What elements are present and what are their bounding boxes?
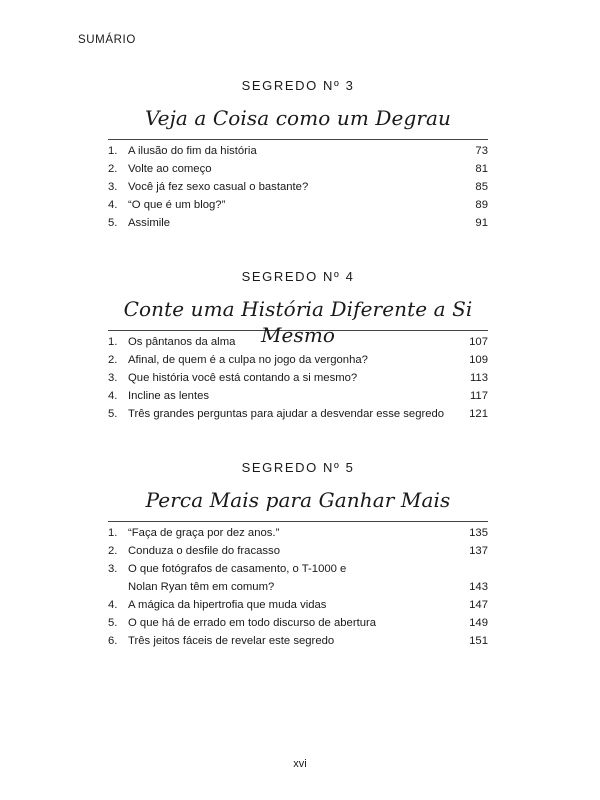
entry-title-line: Nolan Ryan têm em comum? <box>128 581 275 593</box>
toc-entries <box>108 333 488 423</box>
toc-entry[interactable] <box>108 614 488 632</box>
entry-title <box>128 524 448 542</box>
entry-number: 2. <box>108 163 118 175</box>
section-divider <box>108 139 488 140</box>
entry-number: 3. <box>108 181 118 193</box>
section-label: SEGREDO Nº 5 <box>241 460 355 475</box>
table-of-contents <box>108 78 488 687</box>
entry-title <box>128 614 448 632</box>
page-number: xvi <box>293 758 307 770</box>
entry-page-number: 81 <box>475 163 488 175</box>
entry-page-number: 149 <box>469 617 488 629</box>
entry-number: 3. <box>108 563 118 575</box>
entry-page-number: 121 <box>469 408 488 420</box>
entry-number: 1. <box>108 336 118 348</box>
toc-entry[interactable] <box>108 524 488 542</box>
section-label: SEGREDO Nº 3 <box>241 78 355 93</box>
entry-page-number: 143 <box>469 581 488 593</box>
toc-entry[interactable] <box>108 160 488 178</box>
entry-page-number: 135 <box>469 527 488 539</box>
toc-entry[interactable] <box>108 214 488 232</box>
entry-title-line: Afinal, de quem é a culpa no jogo da vergonha? <box>128 354 368 366</box>
toc-section <box>108 269 488 423</box>
toc-section <box>108 460 488 650</box>
entry-title <box>128 333 448 351</box>
entry-title <box>128 351 448 369</box>
entry-page-number: 109 <box>469 354 488 366</box>
toc-entry[interactable] <box>108 333 488 351</box>
entry-title <box>128 196 448 214</box>
entry-number: 5. <box>108 408 118 420</box>
entry-page-number: 89 <box>475 199 488 211</box>
entry-page-number: 107 <box>469 336 488 348</box>
section-divider <box>108 521 488 522</box>
entry-title <box>128 387 448 405</box>
entry-title-line: Três jeitos fáceis de revelar este segredo <box>128 635 335 647</box>
toc-entry[interactable] <box>108 142 488 160</box>
running-head: SUMÁRIO <box>78 34 136 46</box>
entry-number: 4. <box>108 199 118 211</box>
entry-title-line: Você já fez sexo casual o bastante? <box>128 181 309 193</box>
entry-title-line: Os pântanos da alma <box>128 336 236 348</box>
entry-number: 5. <box>108 617 118 629</box>
entry-title <box>128 160 448 178</box>
entry-number: 2. <box>108 545 118 557</box>
entry-number: 1. <box>108 145 118 157</box>
entry-title <box>128 632 448 650</box>
toc-entry[interactable] <box>108 178 488 196</box>
entry-title <box>128 405 448 423</box>
entry-title <box>128 214 448 232</box>
section-title: Perca Mais para Ganhar Mais <box>145 488 451 512</box>
entry-title-line: O que fotógrafos de casamento, o T-1000 e <box>128 563 347 575</box>
entry-title-line: O que há de errado em todo discurso de abertura <box>128 617 377 629</box>
toc-entry[interactable] <box>108 196 488 214</box>
entry-title <box>128 560 448 596</box>
toc-entry[interactable] <box>108 351 488 369</box>
toc-entries <box>108 142 488 232</box>
section-label: SEGREDO Nº 4 <box>241 269 355 284</box>
entry-title-line: Incline as lentes <box>128 390 210 402</box>
section-title: Veja a Coisa como um Degrau <box>144 106 452 130</box>
entry-title <box>128 369 448 387</box>
entry-title-line: “Faça de graça por dez anos.” <box>128 527 280 539</box>
entry-number: 2. <box>108 354 118 366</box>
entry-page-number: 147 <box>469 599 488 611</box>
toc-entry[interactable] <box>108 632 488 650</box>
entry-title-line: A ilusão do fim da história <box>128 145 257 157</box>
entry-title-line: Volte ao começo <box>128 163 212 175</box>
entry-title-line: “O que é um blog?” <box>128 199 226 211</box>
entry-page-number: 117 <box>469 390 488 402</box>
toc-entry[interactable] <box>108 542 488 560</box>
toc-entry[interactable] <box>108 596 488 614</box>
entry-title <box>128 596 448 614</box>
entry-page-number: 91 <box>475 217 488 229</box>
toc-entry[interactable] <box>108 387 488 405</box>
entry-title-line: A mágica da hipertrofia que muda vidas <box>128 599 327 611</box>
section-title: Conte uma História Diferente a Si Mesmo <box>123 297 473 347</box>
entry-title-line: Que história você está contando a si mesmo? <box>128 372 358 384</box>
toc-entry[interactable] <box>108 560 488 596</box>
entry-title-line: Conduza o desfile do fracasso <box>128 545 280 557</box>
entry-page-number: 73 <box>475 145 488 157</box>
toc-entry[interactable] <box>108 405 488 423</box>
entry-number: 4. <box>108 599 118 611</box>
entry-page-number: 85 <box>475 181 488 193</box>
entry-number: 1. <box>108 527 118 539</box>
entry-title-line: Assimile <box>128 217 171 229</box>
entry-page-number: 113 <box>469 372 488 384</box>
entry-title-line: Três grandes perguntas para ajudar a desvendar esse segredo <box>128 408 445 420</box>
entry-title <box>128 542 448 560</box>
entry-page-number: 137 <box>469 545 488 557</box>
entry-number: 6. <box>108 635 118 647</box>
toc-section <box>108 78 488 232</box>
entry-number: 4. <box>108 390 118 402</box>
entry-number: 3. <box>108 372 118 384</box>
entry-page-number: 151 <box>469 635 488 647</box>
entry-number: 5. <box>108 217 118 229</box>
entry-title <box>128 178 448 196</box>
entry-title <box>128 142 448 160</box>
toc-entry[interactable] <box>108 369 488 387</box>
toc-entries <box>108 524 488 650</box>
